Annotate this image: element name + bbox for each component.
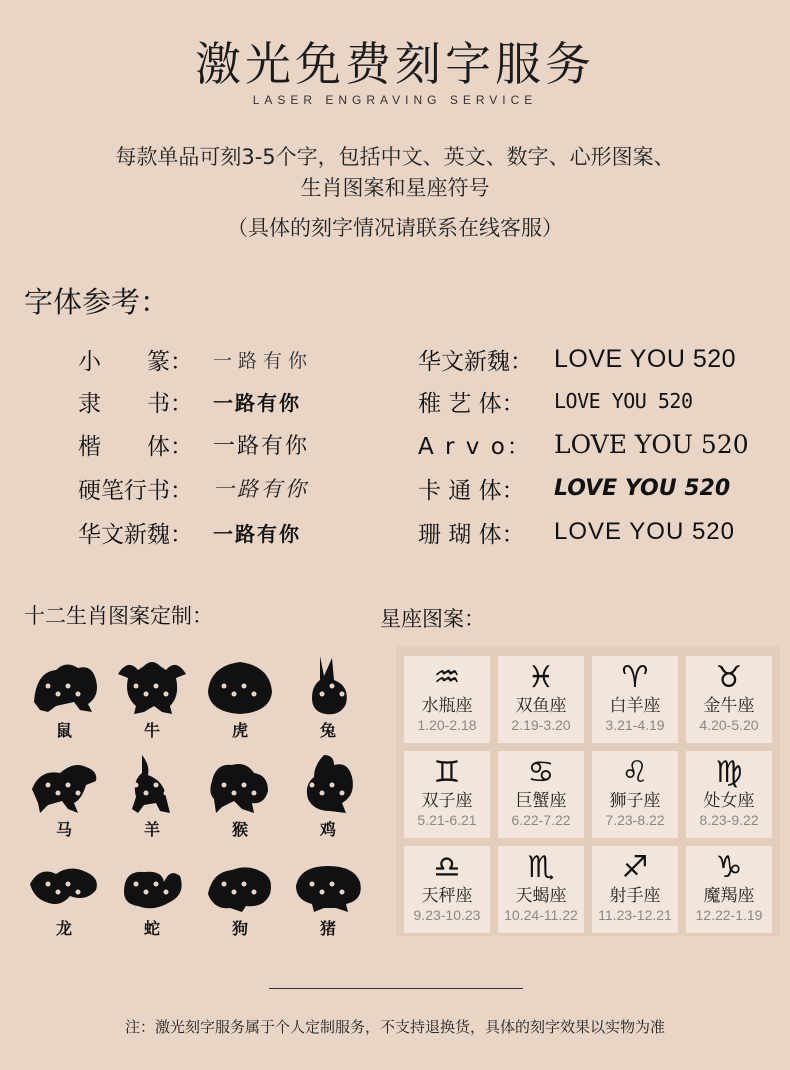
constellation-item [592, 751, 678, 838]
font-row-cartoon [418, 466, 778, 510]
snake-icon [114, 850, 190, 914]
constellation-date: 8.23-9.22 [699, 812, 759, 828]
constellation-date: 9.23-10.23 [413, 907, 481, 923]
zodiac-item [284, 747, 372, 846]
font-label: 珊 瑚 体： [418, 521, 525, 548]
monkey-icon [202, 751, 278, 815]
constellation-name: 金牛座 [703, 696, 755, 716]
page-title: 激光免费刻字服务 [195, 37, 595, 91]
constellation-symbol-icon: ♑ [715, 850, 743, 885]
constellation-item [686, 656, 772, 743]
constellation-name: 水瓶座 [421, 696, 473, 716]
constellation-symbol-icon: ♎ [433, 850, 461, 885]
font-sample: 一路有你 [213, 521, 301, 546]
font-label: 华文新魏： [78, 521, 193, 548]
font-row-xinwei-en [418, 338, 778, 380]
ox-icon [114, 652, 190, 716]
zodiac-item [284, 846, 372, 945]
font-row-seal [78, 338, 378, 380]
constellation-name: 双子座 [421, 791, 473, 811]
constellation-name: 射手座 [609, 886, 661, 906]
font-sample: LOVE YOU 520 [554, 344, 737, 373]
constellation-panel [396, 646, 780, 936]
constellation-date: 6.22-7.22 [511, 812, 571, 828]
constellation-item [592, 656, 678, 743]
font-label: 隶 书： [78, 390, 193, 417]
constellation-symbol-icon: ♊ [433, 755, 461, 790]
font-row-coral [418, 510, 778, 554]
zodiac-item [108, 846, 196, 945]
zodiac-name: 马 [55, 820, 72, 839]
zodiac-name: 牛 [143, 721, 160, 740]
constellation-symbol-icon: ♒ [433, 660, 461, 695]
font-label: 稚 艺 体： [418, 390, 525, 417]
constellation-symbol-icon: ♏ [527, 850, 555, 885]
description-line-3: （具体的刻字情况请联系在线客服） [227, 216, 563, 240]
constellation-symbol-icon: ♓ [527, 660, 555, 695]
constellation-item [498, 751, 584, 838]
zodiac-item [20, 846, 108, 945]
zodiac-name: 兔 [319, 721, 336, 740]
zodiac-item [108, 648, 196, 747]
constellation-symbol-icon: ♈ [621, 660, 649, 695]
constellation-name: 处女座 [703, 791, 755, 811]
constellation-symbol-icon: ♐ [621, 850, 649, 885]
constellation-date: 5.21-6.21 [417, 812, 477, 828]
horse-icon [26, 751, 102, 815]
constellation-item [686, 751, 772, 838]
font-sample: LOVE YOU 520 [554, 475, 731, 501]
font-label: 小 篆： [78, 348, 193, 375]
constellation-item [498, 656, 584, 743]
english-font-list [418, 338, 778, 554]
font-label: A r v o： [418, 433, 532, 460]
constellation-item [498, 846, 584, 933]
constellation-symbol-icon: ♋ [527, 755, 555, 790]
font-row-zhiyi [418, 380, 778, 422]
zodiac-name: 猪 [319, 919, 336, 938]
rabbit-icon [290, 652, 366, 716]
zodiac-item [196, 747, 284, 846]
constellation-name: 天秤座 [421, 886, 473, 906]
zodiac-item [284, 648, 372, 747]
zodiac-name: 鼠 [55, 721, 72, 740]
constellation-date: 4.20-5.20 [699, 717, 759, 733]
dog-icon [202, 850, 278, 914]
font-row-xingshu [78, 466, 378, 510]
zodiac-item [20, 747, 108, 846]
description-line-1: 每款单品可刻3-5个字，包括中文、英文、数字、心形图案、 [115, 145, 675, 169]
constellation-symbol-icon: ♍ [715, 755, 743, 790]
font-label: 楷 体： [78, 433, 193, 460]
pig-icon [290, 850, 366, 914]
font-reference-heading: 字体参考： [24, 285, 170, 319]
zodiac-grid [20, 648, 370, 945]
page-subtitle: LASER ENGRAVING SERVICE [252, 93, 538, 107]
zodiac-name: 羊 [143, 820, 160, 839]
font-sample: 一路有你 [213, 433, 310, 459]
font-sample: LOVE YOU 520 [554, 389, 693, 413]
constellation-date: 10.24-11.22 [504, 907, 578, 923]
zodiac-heading: 十二生肖图案定制： [24, 604, 213, 628]
zodiac-name: 龙 [55, 919, 72, 938]
constellation-item [404, 751, 490, 838]
font-row-lishu [78, 380, 378, 422]
constellation-name: 天蝎座 [515, 886, 567, 906]
constellation-name: 双鱼座 [515, 696, 567, 716]
zodiac-name: 狗 [231, 919, 248, 938]
constellation-item [404, 846, 490, 933]
zodiac-name: 猴 [231, 820, 248, 839]
zodiac-name: 蛇 [143, 919, 160, 938]
constellation-name: 白羊座 [609, 696, 661, 716]
constellation-date: 1.20-2.18 [417, 717, 477, 733]
font-label: 卡 通 体： [418, 477, 525, 504]
chinese-font-list [78, 338, 378, 554]
zodiac-item [196, 846, 284, 945]
constellation-item [592, 846, 678, 933]
font-row-kaiti [78, 422, 378, 466]
font-sample: LOVE YOU 520 [554, 518, 735, 545]
rooster-icon [290, 751, 366, 815]
constellation-item [404, 656, 490, 743]
constellation-date: 11.23-12.21 [598, 907, 672, 923]
zodiac-name: 鸡 [319, 820, 336, 839]
zodiac-item [108, 747, 196, 846]
font-label: 硬笔行书： [78, 477, 193, 504]
constellation-heading: 星座图案： [380, 607, 485, 631]
font-row-xinwei [78, 510, 378, 554]
constellation-symbol-icon: ♌ [621, 755, 649, 790]
font-sample: 一路有你 [213, 349, 314, 372]
constellation-grid [400, 652, 776, 937]
constellation-symbol-icon: ♉ [715, 660, 743, 695]
font-sample: 一路有你 [213, 390, 301, 415]
divider [269, 988, 523, 989]
description-line-2: 生肖图案和星座符号 [300, 176, 490, 200]
tiger-icon [202, 652, 278, 716]
footnote: 注：激光刻字服务属于个人定制服务，不支持退换货，具体的刻字效果以实物为准 [124, 1018, 665, 1036]
constellation-name: 魔羯座 [703, 886, 755, 906]
constellation-name: 狮子座 [609, 791, 661, 811]
font-sample: 一路有你 [213, 477, 309, 501]
zodiac-item [196, 648, 284, 747]
zodiac-item [20, 648, 108, 747]
rat-icon [26, 652, 102, 716]
zodiac-name: 虎 [231, 721, 248, 740]
constellation-date: 2.19-3.20 [511, 717, 571, 733]
dragon-icon [26, 850, 102, 914]
constellation-date: 12.22-1.19 [695, 907, 763, 923]
font-sample: LOVE YOU 520 [554, 429, 749, 459]
constellation-item [686, 846, 772, 933]
constellation-date: 7.23-8.22 [605, 812, 665, 828]
constellation-date: 3.21-4.19 [605, 717, 665, 733]
font-row-arvo [418, 422, 778, 466]
font-label: 华文新魏： [418, 348, 533, 375]
goat-icon [114, 751, 190, 815]
constellation-name: 巨蟹座 [515, 791, 567, 811]
